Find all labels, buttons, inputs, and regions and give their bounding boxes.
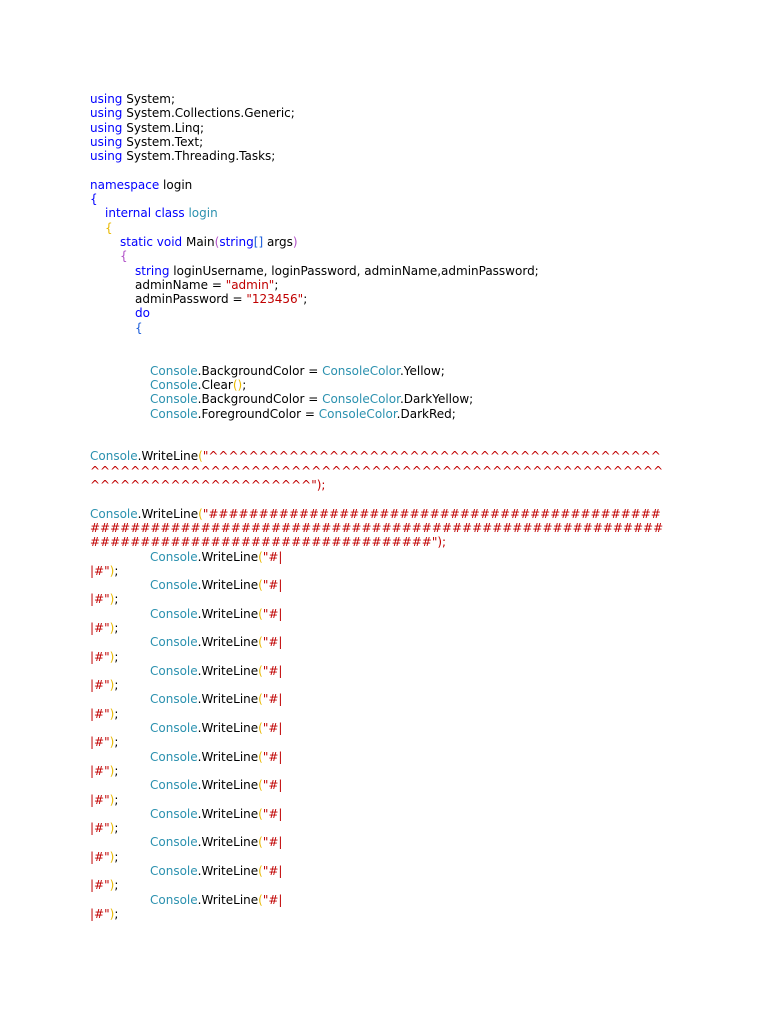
border-writeline-end: |#"); bbox=[90, 620, 119, 635]
border-writeline: Console.WriteLine("#| bbox=[150, 549, 283, 564]
set-background-darkyellow: Console.BackgroundColor = ConsoleColor.DarkYellow; bbox=[150, 392, 474, 407]
using-line: using System.Text; bbox=[90, 134, 204, 149]
border-writeline-end: |#"); bbox=[90, 763, 119, 778]
border-writeline: Console.WriteLine("#| bbox=[150, 606, 283, 621]
class-line: internal class login bbox=[105, 206, 218, 221]
using-line: using System; bbox=[90, 92, 176, 106]
admin-password-assignment: adminPassword = "123456"; bbox=[135, 292, 308, 307]
using-line: using System.Threading.Tasks; bbox=[90, 149, 276, 164]
border-writeline: Console.WriteLine("#| bbox=[150, 778, 283, 793]
border-writeline: Console.WriteLine("#| bbox=[150, 663, 283, 678]
class-open-brace: { bbox=[105, 220, 113, 235]
set-foreground-darkred: Console.ForegroundColor = ConsoleColor.DarkRed; bbox=[150, 406, 456, 421]
border-writeline-end: |#"); bbox=[90, 592, 119, 607]
border-writeline-end: |#"); bbox=[90, 563, 119, 578]
border-writeline: Console.WriteLine("#| bbox=[150, 749, 283, 764]
border-writeline: Console.WriteLine("#| bbox=[150, 892, 283, 907]
border-writeline: Console.WriteLine("#| bbox=[150, 721, 283, 736]
border-writeline: Console.WriteLine("#| bbox=[150, 806, 283, 821]
border-writeline-end: |#"); bbox=[90, 849, 119, 864]
border-writeline: Console.WriteLine("#| bbox=[150, 578, 283, 593]
using-line: using System.Collections.Generic; bbox=[90, 106, 295, 121]
border-writeline-end: |#"); bbox=[90, 878, 119, 893]
namespace-line: namespace login bbox=[90, 177, 193, 192]
using-line: using System.Linq; bbox=[90, 120, 205, 135]
border-writeline: Console.WriteLine("#| bbox=[150, 635, 283, 650]
main-signature: static void Main(string[] args) bbox=[120, 234, 298, 249]
main-open-brace: { bbox=[120, 249, 128, 264]
border-writeline: Console.WriteLine("#| bbox=[150, 864, 283, 879]
border-writeline-end: |#"); bbox=[90, 706, 119, 721]
namespace-open-brace: { bbox=[90, 192, 98, 207]
do-open-brace: { bbox=[135, 320, 143, 335]
border-writeline-end: |#"); bbox=[90, 735, 119, 750]
variable-declaration: string loginUsername, loginPassword, adminName,adminPassword; bbox=[135, 263, 539, 278]
border-writeline: Console.WriteLine("#| bbox=[150, 835, 283, 850]
writeline-caret-banner: Console.WriteLine("^^^^^^^^^^^^^^^^^^^^^^^^^^^^^^^^^^^^^^^^^^^^^^^^^^^^^^^^^^^^^^^^^^^^^^^^^^^^^^^^^^^^^^^^^^^^^^^^^^^^^^^^^^^^^^^^^^^^^^^^^^^^"); bbox=[90, 449, 664, 493]
admin-name-assignment: adminName = "admin"; bbox=[135, 277, 279, 292]
console-clear: Console.Clear(); bbox=[150, 377, 247, 392]
border-writeline-end: |#"); bbox=[90, 792, 119, 807]
border-writeline-end: |#"); bbox=[90, 649, 119, 664]
do-keyword: do bbox=[135, 306, 150, 321]
writeline-hash-banner: Console.WriteLine("########################################################################################################################################"); bbox=[90, 506, 664, 550]
border-writeline-group bbox=[90, 550, 690, 922]
border-writeline-end: |#"); bbox=[90, 678, 119, 693]
code-listing bbox=[90, 92, 690, 921]
border-writeline-end: |#"); bbox=[90, 821, 119, 836]
border-writeline-end: |#"); bbox=[90, 906, 119, 921]
set-background-yellow: Console.BackgroundColor = ConsoleColor.Yellow; bbox=[150, 363, 445, 378]
border-writeline: Console.WriteLine("#| bbox=[150, 692, 283, 707]
